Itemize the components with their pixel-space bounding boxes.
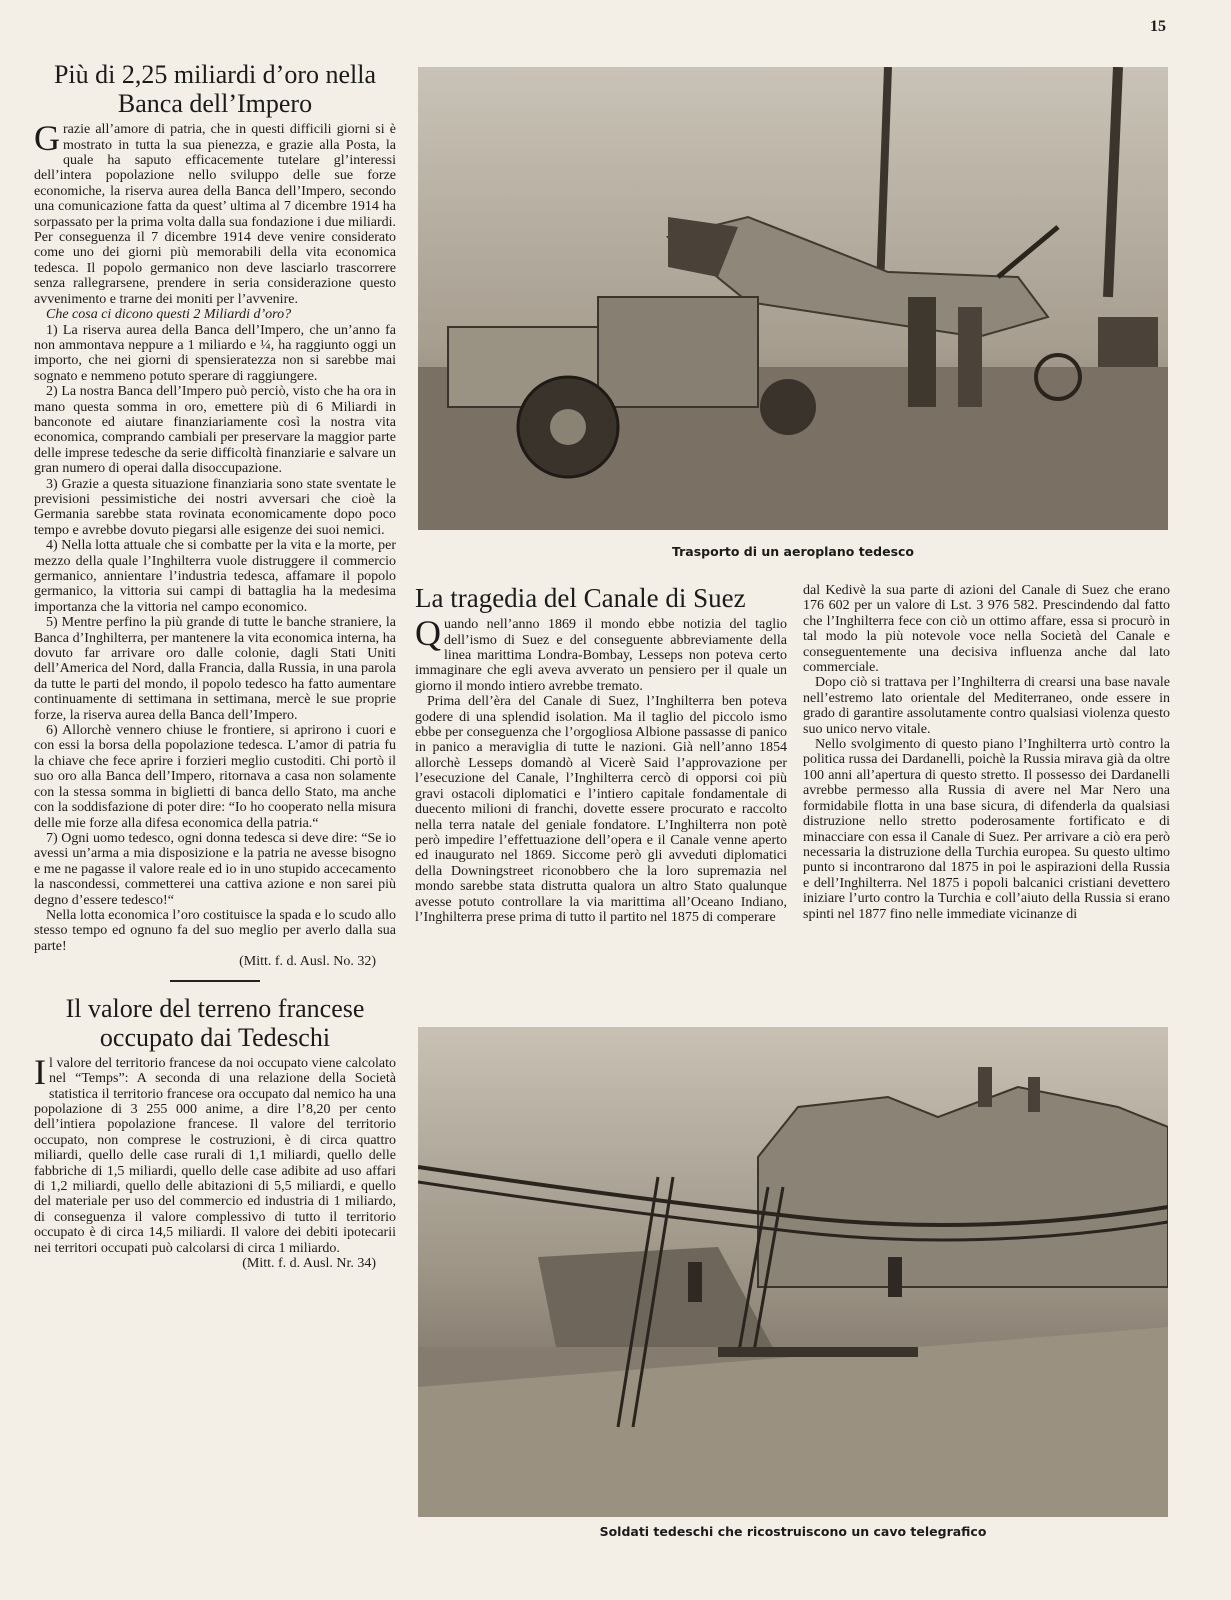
article-gold-point-7: 7) Ogni uomo tedesco, ogni donna tedesca si deve dire: “Se io avessi un’arma a mia disposizione e la patria ne avesse bisogno e me ne pagasse il valore reale ed io in uno stupido accecamento la nascondessi, commetterei una cattiva azione e non sarei più degno d’essere tedesco!“ <box>34 830 396 908</box>
article-territory-body <box>34 1051 396 1256</box>
article-suez-intro-text: uando nell’anno 1869 il mondo ebbe notizia del taglio dell’ismo di Suez e del conseguente abbreviamente della linea marittima Londra-Bombay, Lesseps non poteva certo immaginare che egli aveva avverato un pensiero per il quale un giorno il mondo intiero avrebbe tremato. <box>415 617 787 694</box>
article-gold-question: Che cosa ci dicono questi 2 Miliardi d’oro? <box>46 307 292 323</box>
article-gold-point-2: 2) La nostra Banca dell’Impero può perciò, visto che ha ora in mano questa somma in oro, emettere più di 6 Miliardi in banconote ed aiutare finanziariamente così la nostra vita economica, comprando cambiali per preservare la maggior parte delle imprese tedesche da serie difficoltà finanziarie e salvare un gran numero di operai dalla disoccupazione. <box>34 384 396 477</box>
article-territory-text: l valore del territorio francese da noi occupato viene calcolato nel “Temps”: A seconda di una relazione della Società statistica il territorio francese ora occupato dal nemico ha una popolazione di 3 255 000 anime, a dire l’8,20 per cento dell’intiera popolazione francese. Il valore del territorio occupato, non comprese le costruzioni, è di circa quattro miliardi, quello delle case rurali di 1,1 miliardi, quello delle fabbriche di 1,5 miliardi, quello delle case adibite ad uso affari di 1,2 miliardi, quello delle abitazioni di 5,5 miliardi, e quello del materiale per uso del commercio ed industria di 1 miliardo, di conseguenza il valore complessivo di tutto il territorio occupato è di circa 14,5 miliardi. Il valore dei debiti ipotecarii nei territori occupati può calcolarsi di circa 1 miliardo. <box>34 1055 396 1256</box>
divider-rule <box>170 980 260 982</box>
dropcap-i: I <box>34 1051 46 1092</box>
dropcap-q: Q <box>415 613 441 654</box>
article-suez-para-2: Prima dell’èra del Canale di Suez, l’Inghilterra ben poteva godere di una splendid isolation. Ma il taglio del piccolo ismo ebbe per conseguenza che l’orgogliosa Albione passasse di panico in panico a meraviglia di tutte le nazioni. Già nell’anno 1854 allorchè Lesseps domandò al Vicerè Said l’approvazione per l’esecuzione del Canale, l’Inghilterra cercò di opporsi coi più gravi ostacoli diplomatici e l’intiero capitale fondamentale di duecento milioni di franchi, dovette essere procurato e raccolto nella terra natale del geniale fondatore. L’Inghilterra non potè però impedire l’effettuazione dell’opera e il Canale venne aperto ed inaugurato nel 1869. Siccome però gli avveduti diplomatici della Downingstreet riconobbero che la loro supremazia nel mondo sarebbe stata distrutta qualora un altro Stato qualunque avesse potuto controllare la via marittima all’Oceano Indiano, l’Inghilterra prese prima di tutto il partito nel 1875 di comperare <box>415 694 787 925</box>
photo-aeroplane-illustration <box>418 67 1168 530</box>
article-title-suez: La tragedia del Canale di Suez <box>415 583 746 613</box>
article-title-gold-reserve: Più di 2,25 miliardi d’oro nella Banca dell’Impero <box>53 60 377 119</box>
article-gold-point-1: 1) La riserva aurea della Banca dell’Impero, che un’anno fa non ammontava neppure a 1 miliardo e ¼, ha raggiunto oggi un importo, che nei giorni di spensieratezza non si sarebbe mai sognato e nemmeno potuto sperare di raggiungere. <box>34 322 396 384</box>
caption-aeroplane: Trasporto di un aeroplano tedesco <box>671 544 915 559</box>
article-gold-point-6: 6) Allorchè vennero chiuse le frontiere, si aprirono i cuori e con essi la borsa della popolazione tedesca. L’amor di patria fu la chiave che fece aprire i forzieri meglio custoditi. Chi portò il suo oro alla Banca dell’Impero, ritornava a casa non solamente con la stessa somma in biglietti di banca dello Stato, ma anche con la soddisfazione di poter dire: “Io ho cooperato nella misura delle mie forze alla difesa economica della patria.“ <box>34 723 396 831</box>
article-gold-source: (Mitt. f. d. Ausl. No. 32) <box>239 954 376 970</box>
caption-telegraph: Soldati tedeschi che ricostruiscono un cavo telegrafico <box>599 1524 987 1539</box>
photo-telegraph-cable <box>418 1027 1168 1517</box>
article-gold-point-4: 4) Nella lotta attuale che si combatte per la vita e la morte, per mezzo della quale l’Inghilterra vuole distruggere il commercio germanico, annientare l’industria tedesca, affamare il popolo germanico, la vittoria sui campi di battaglia ha la medesima importanza che la vittoria nel campo economico. <box>34 538 396 615</box>
article-gold-point-3: 3) Grazie a questa situazione finanziaria sono state sventate le previsioni pessimistiche dei nostri avversari che cioè la Germania sarebbe stata rovinata economicamente dopo poco tempo e avrebbe dovuto piegarsi alle esigenze dei suoi nemici. <box>34 476 396 538</box>
article-gold-intro <box>34 118 396 307</box>
photo-aeroplane-transport <box>418 67 1168 530</box>
article-territory-source: (Mitt. f. d. Ausl. Nr. 34) <box>242 1256 376 1272</box>
article-suez-para-5: Nello svolgimento di questo piano l’Inghilterra urtò contro la politica russa dei Dardanelli, poichè la Russia mirava già da oltre 100 anni all’apertura di questo stretto. Il possesso dei Dardanelli avrebbe permesso alla Russia di avere nel Mar Nero una formidabile flotta in una base sicura, di difenderla da qualsiasi distruzione nello stretto poderosamente fortificato e di minacciare con essa il Canale di Suez. Per arrivare a ciò era però necessaria la distruzione della Turchia europea. Su questo ultimo punto si incontrarono dal 1875 in poi le aspirazioni della Russia e dell’Inghilterra. Nel 1875 i popoli balcanici cristiani devettero iniziare l’urto contro la Turchia e coll’aiuto della Russia si erano spinti nel 1877 fino nelle immediate vicinanze di <box>803 737 1170 922</box>
article-suez-intro <box>415 613 787 694</box>
article-gold-conclusion: Nella lotta economica l’oro costituisce la spada e lo scudo allo stesso tempo ed ognuno fa del suo meglio per averlo dalla sua parte! <box>34 907 396 954</box>
right-column <box>803 583 1170 922</box>
left-column <box>34 60 396 1271</box>
middle-column <box>415 583 787 925</box>
article-suez-para-3: dal Kedivè la sua parte di azioni del Canale di Suez che erano 176 602 per un valore di Lst. 3 976 582. Prescindendo dal fatto che l’Inghilterra fece con ciò un ottimo affare, essa si procurò in tal modo la più notevole voce nella Società del Canale e conseguentemente una decisiva influenza anche dal lato commerciale. <box>803 583 1170 676</box>
article-suez-para-4: Dopo ciò si trattava per l’Inghilterra di crearsi una base navale nell’estremo lato orientale del Mediterraneo, onde essere in grado di garantire assolutamente contro qualsiasi violenza questo suo unico nervo vitale. <box>803 675 1170 737</box>
photo-telegraph-illustration <box>418 1027 1168 1517</box>
article-gold-intro-text: razie all’amore di patria, che in questi difficili giorni si è mostrato in tutta la sua pienezza, e grazie alla Posta, la quale ha saputo efficacemente tutelare gl’interessi dell’intera popolazione nello sviluppo delle sue forze economiche, la riserva aurea della Banca dell’Impero, secondo una comunicazione fatta da quest’ ultima al 7 dicembre 1914 ha sorpassato per la prima volta dalla sua fondazione i due miliardi. Per conseguenza il 7 dicembre 1914 deve venire considerato come uno dei giorni più memorabili della vita economica tedesca. Il popolo germanico non deve lasciarlo trascorrere senza rallegrarsene, prendere in seria considerazione questo avvenimento e trarne dei moniti per l’avvenire. <box>34 122 396 307</box>
article-gold-point-5: 5) Mentre perfino la più grande di tutte le banche straniere, la Banca d’Inghilterra, per mantenere la vita economica interna, ha dovuto far arrivare oro dalle colonie, dagli Stati Uniti dell’America del Nord, dalla Francia, dalla Russia, in una parola da tutte le parti del mondo, il popolo tedesco ha fatto aumentare continuamente di settimana in settimana, mercè le sue proprie forze, la riserva aurea della Banca dell’Impero. <box>34 615 396 723</box>
page-number: 15 <box>1150 18 1166 35</box>
dropcap-g: G <box>34 118 60 159</box>
article-title-french-territory: Il valore del terreno francese occupato dai Tedeschi <box>65 993 365 1052</box>
